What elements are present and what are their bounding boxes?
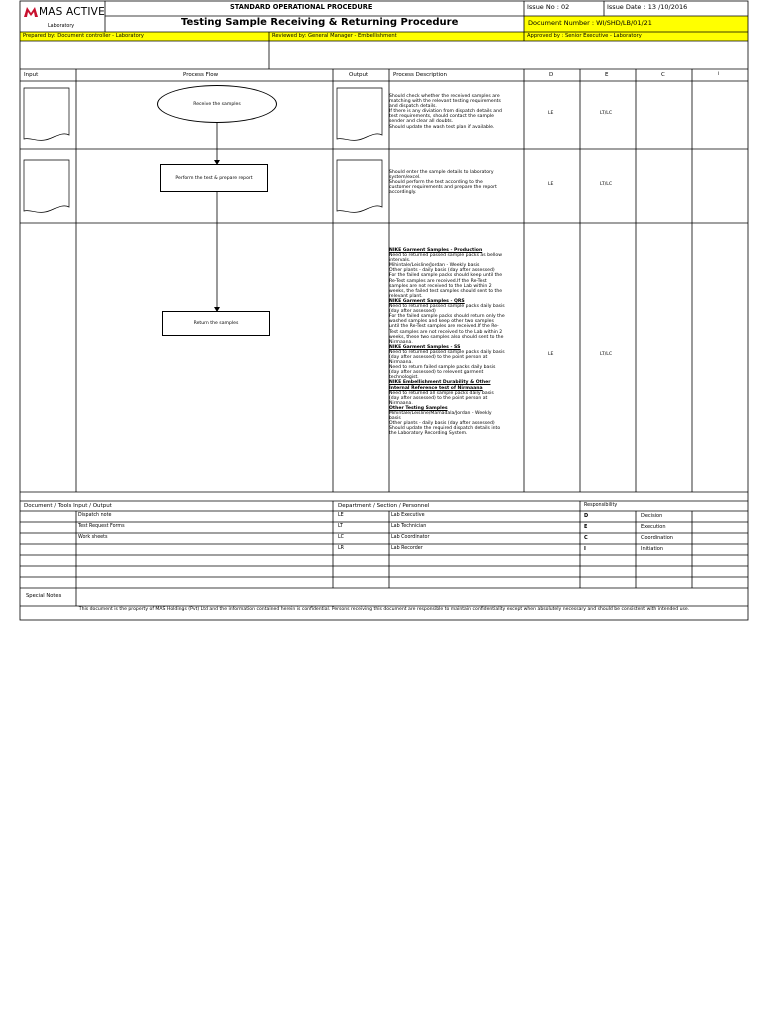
legend-resp-heading: Responsibility — [584, 503, 618, 508]
col-process-description: Process Description — [393, 72, 447, 78]
col-output: Output — [349, 72, 369, 78]
flow-start-oval — [157, 85, 277, 123]
issue-no: Issue No : 02 — [527, 3, 570, 11]
step-e-value: LT/LC — [600, 111, 613, 116]
col-process-flow: Process Flow — [183, 72, 219, 78]
step-e-value: LT/LC — [600, 352, 613, 357]
step-description: Should check whether the received samples are matching with the relevant testing requirements and dispatch details. If there is any diviation from dispatch details and test requirements, should contact the sample sender and clear all doubts. Should update the wash test plan if available. — [389, 94, 502, 130]
step-d-value: LE — [548, 182, 554, 187]
col-d: D — [549, 72, 554, 78]
legend-resp-name: Decision — [641, 513, 663, 519]
legend-dept-name: Lab Recorder — [391, 546, 423, 551]
reviewed-by: Reviewed by: General Manager - Embellishment — [272, 33, 397, 39]
col-e: E — [605, 72, 609, 78]
legend-dept-heading: Department / Section / Personnel — [338, 503, 430, 509]
mas-logo-icon — [24, 7, 38, 17]
legend-dept-name: Lab Executive — [391, 513, 425, 518]
page-title: Testing Sample Receiving & Returning Procedure — [181, 17, 459, 28]
department-label: Laboratory — [48, 24, 75, 29]
legend-resp-code: D — [584, 513, 589, 519]
legend-docs-heading: Document / Tools Input / Output — [24, 503, 112, 509]
legend-resp-code: E — [584, 524, 588, 530]
legend-dept-name: Lab Technician — [391, 524, 427, 529]
legend-resp-name: Coordination — [641, 535, 673, 541]
legend-dept-code: LT — [338, 524, 343, 529]
col-c: C — [661, 72, 665, 78]
col-input: Input — [24, 72, 39, 78]
step-e-value: LT/LC — [600, 182, 613, 187]
legend-resp-name: Initiation — [641, 546, 664, 552]
document-number: Document Number : WI/SHD/LB/01/21 — [528, 19, 652, 27]
footer-confidentiality: This document is the property of MAS Holdings (Pvt) Ltd and the information contained herein is confidential. Persons receiving this document are responsible to maintain confidentiality except when absolutely necessary and should be consistent with intended use. — [78, 607, 690, 612]
prepared-by: Prepared by: Document controller - Laboratory — [23, 33, 144, 39]
brand-name: MAS ACTIVE — [39, 6, 105, 18]
step-d-value: LE — [548, 352, 554, 357]
legend-resp-name: Execution — [641, 524, 666, 530]
special-notes-label: Special Notes — [26, 593, 62, 599]
flow-step-label: Return the samples — [193, 321, 239, 326]
legend-dept-name: Lab Coordinator — [391, 535, 430, 540]
issue-date: Issue Date : 13 /10/2016 — [607, 3, 688, 11]
legend-doc-item: Test Request Forms — [78, 524, 125, 529]
legend-dept-code: LE — [338, 513, 344, 518]
input-document-icon — [23, 87, 70, 143]
input-document-icon — [23, 159, 70, 215]
step-description: Should enter the sample details to laboratory system/excel. Should perform the test according to the customer requirements and prepare the report accordingly. — [389, 170, 497, 196]
step-d-value: LE — [548, 111, 554, 116]
legend-dept-code: LC — [338, 535, 345, 540]
legend-resp-code: C — [584, 535, 588, 541]
approved-by: Approved by : Senior Executive - Laboratory — [527, 33, 642, 39]
flow-process-box — [162, 311, 270, 336]
legend-doc-item: Dispatch note — [78, 513, 112, 518]
col-i: I — [718, 72, 720, 77]
legend-resp-code: I — [584, 546, 586, 552]
output-document-icon — [336, 159, 383, 215]
sop-label: STANDARD OPERATIONAL PROCEDURE — [230, 3, 373, 11]
output-document-icon — [336, 87, 383, 143]
flow-step-label: Receive the samples — [193, 101, 241, 107]
legend-dept-code: LR — [338, 546, 345, 551]
logo — [24, 5, 105, 19]
flow-process-box — [160, 164, 268, 192]
flow-step-label: Perform the test & prepare report — [175, 175, 253, 181]
step-description: NIKE Garment Samples - Production Need to returned passed sample packs as bellow intervals. Mihintale/Leisline/Jordan - Weekly basis Other plants - daily basis (day after assessed) For the failed sample packs should keep until the Re-Test samples are received.If the Re-Test samples are not received to the Lab within 2 weeks, the failed test samples should sent to the relevant plant. NIKE Garment Samples - QRS Need to returned passed sample packs daily basis (day after assessed) For the failed sample packs should return only the washed samples and keep other two samples until the Re-Test samples are received.If the Re- Test samples are not received to the Lab within 2 weeks, these two samples also should sent to the Nirmaana. NIKE Garment Samples - SS Need to returned passed sample packs daily basis (day after assessed) to the point person at Nirmaana. Need to return failed sample packs daily basis (day after assessed) to relevent garment technologist. NIKE Embellishment Durability & Other Internal Reference test of Nirmaana Need to returned all sample packs daily basis (day after assessed) to the point person at Nirmaana. Other Testing Samples Mihintale/Leisline/Mamadala/Jordan - Weekly basis Other plants - daily basis (day after assessed) Should update the required dispatch details into the Laboratory Recording System. — [389, 248, 505, 437]
legend-doc-item: Work sheets — [78, 535, 108, 540]
